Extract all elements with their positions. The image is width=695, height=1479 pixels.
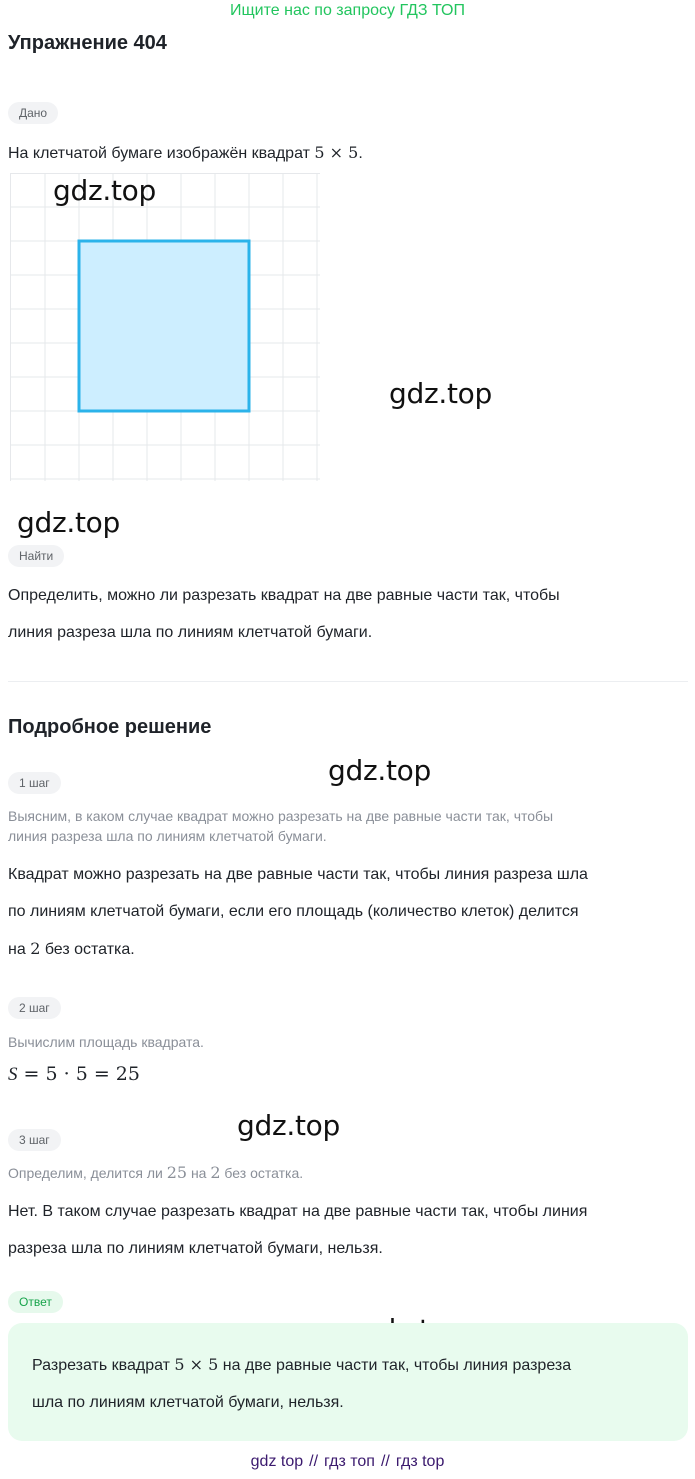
step-2-tag-label: 2 шаг (8, 997, 61, 1019)
watermark-5: gdz.top (237, 1109, 340, 1142)
step-3-line-1: Нет. В таком случае разрезать квадрат на две равные части так, чтобы линия (8, 1203, 588, 1220)
step-3-hint-math-1: 25 (166, 1163, 188, 1182)
solution-title: Подробное решение (8, 716, 212, 738)
step-3-hint-suffix: без остатка. (220, 1165, 304, 1181)
exercise-title: Упражнение 404 (8, 32, 167, 54)
answer-line-1-prefix: Разрезать квадрат (32, 1357, 175, 1374)
watermark-4: gdz.top (328, 754, 431, 787)
watermark-1: gdz.top (53, 174, 156, 207)
footer-link-gdz-top-mixed[interactable]: гдз top (395, 1453, 445, 1470)
step-3-hint-prefix: Определим, делится ли (8, 1165, 167, 1181)
given-tag (8, 102, 58, 124)
answer-line-1 (32, 1346, 571, 1384)
step-3-tag-label: 3 шаг (8, 1129, 61, 1151)
step-2-formula-rest: = 5 · 5 = 25 (17, 1063, 140, 1085)
answer-line-1-suffix: на две равные части так, чтобы линия разреза (218, 1357, 572, 1374)
step-1-text (8, 856, 588, 968)
search-banner: Ищите нас по запросу ГДЗ ТОП (230, 2, 465, 19)
find-tag-label: Найти (8, 545, 64, 567)
footer-links (0, 1453, 695, 1471)
step-3-hint-math-2: 2 (210, 1163, 221, 1182)
step-1-line-3-prefix: на (8, 941, 31, 958)
find-tag (8, 545, 64, 567)
find-text (8, 577, 560, 651)
step-2-hint: Вычислим площадь квадрата. (8, 1034, 204, 1050)
given-tag-label: Дано (8, 102, 58, 124)
section-divider (8, 681, 688, 682)
step-1-tag (8, 772, 61, 794)
given-text-prefix: На клетчатой бумаге изображён квадрат (8, 145, 315, 162)
step-1-line-3-suffix: без остатка. (40, 941, 135, 958)
step-1-line-2: по линиям клетчатой бумаги, если его площадь (количество клеток) делится (8, 903, 579, 920)
step-2-formula-var: S (8, 1064, 18, 1085)
given-text-suffix: . (358, 145, 363, 162)
grid-figure (10, 173, 320, 481)
step-2-formula (8, 1063, 140, 1086)
footer-sep-1: // (309, 1453, 319, 1470)
answer-text (32, 1346, 571, 1421)
square-5x5 (79, 241, 249, 411)
step-1-hint-line-2: линия разреза шла по линиям клетчатой бумаги. (8, 828, 327, 844)
step-1-hint-line-1: Выясним, в каком случае квадрат можно разрезать на две равные части так, чтобы (8, 808, 554, 824)
step-2-tag (8, 997, 61, 1019)
step-1-line-1: Квадрат можно разрезать на две равные части так, чтобы линия разреза шла (8, 866, 588, 883)
answer-line-1-math: 5 × 5 (174, 1355, 219, 1374)
watermark-2: gdz.top (389, 377, 492, 410)
step-3-tag (8, 1129, 61, 1151)
answer-tag (8, 1291, 63, 1313)
step-3-hint (8, 1163, 303, 1183)
footer-link-gdz-top-ru[interactable]: гдз топ (324, 1453, 375, 1470)
find-line-1: Определить, можно ли разрезать квадрат на две равные части так, чтобы (8, 587, 560, 604)
watermark-3: gdz.top (17, 506, 120, 539)
step-1-line-3-math: 2 (30, 939, 41, 958)
step-1-line-3 (8, 930, 588, 968)
footer-sep-2: // (380, 1453, 390, 1470)
step-3-hint-mid: на (187, 1165, 211, 1181)
step-3-line-2: разреза шла по линиям клетчатой бумаги, нельзя. (8, 1240, 383, 1257)
answer-tag-label: Ответ (8, 1291, 63, 1313)
step-1-hint (8, 806, 553, 846)
given-text (8, 134, 363, 172)
step-1-tag-label: 1 шаг (8, 772, 61, 794)
answer-line-2: шла по линиям клетчатой бумаги, нельзя. (32, 1394, 344, 1411)
given-math: 5 × 5 (314, 143, 359, 162)
footer-link-gdz-top[interactable]: gdz top (250, 1453, 304, 1470)
step-3-text (8, 1193, 587, 1267)
find-line-2: линия разреза шла по линиям клетчатой бумаги. (8, 624, 373, 641)
